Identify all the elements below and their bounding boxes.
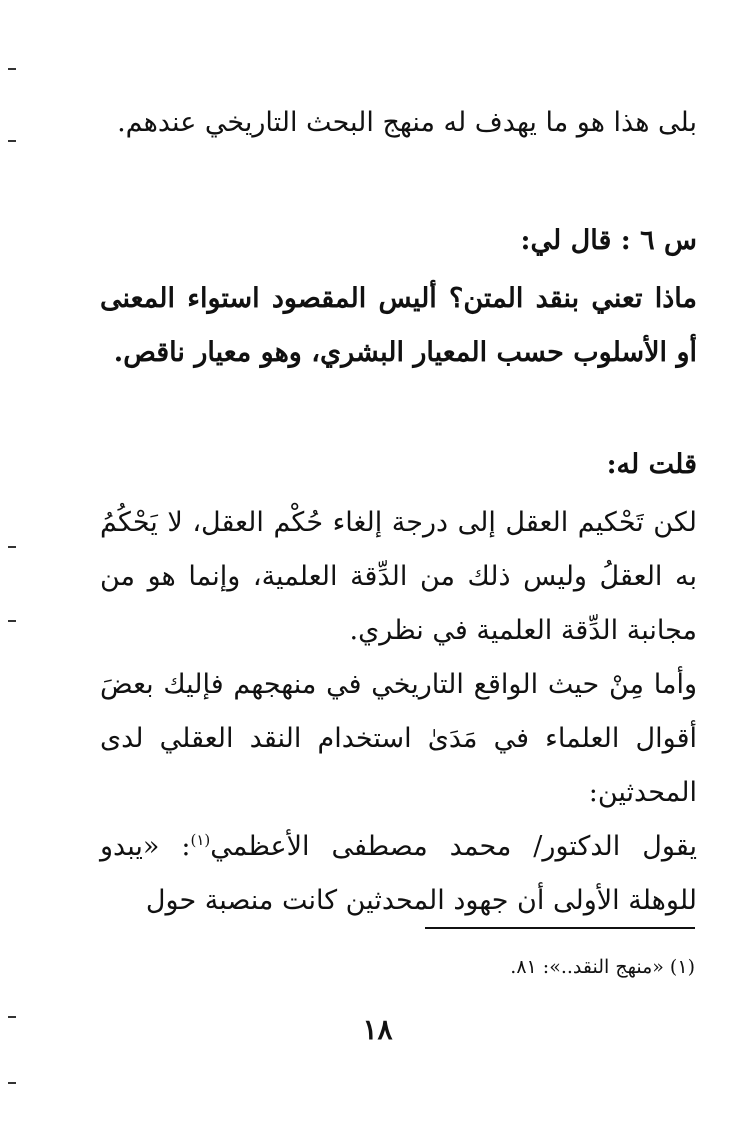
question-heading: س ٦ : قال لي:: [520, 225, 697, 256]
paragraph-intro: بلى هذا هو ما يهدف له منهج البحث التاريخي عندهم.: [117, 107, 697, 138]
scan-margin-mark: [8, 68, 16, 70]
answer-paragraph-1: لكن تَحْكيم العقل إلى درجة إلغاء حُكْم العقل، لا يَحْكُمُ به العقلُ وليس ذلك من الدِّقة العلمية، وإنما هو من مجانبة الدِّقة العلمية في نظري.: [100, 507, 697, 646]
question-text: ماذا تعني بنقد المتن؟ أليس المقصود استواء المعنى أو الأسلوب حسب المعيار البشري، وهو معيار ناقص.: [100, 283, 697, 368]
footnote-divider: [425, 927, 695, 929]
quote-text: : «يبدو للوهلة الأولى أن جهود المحدثين كانت منصبة حول: [100, 831, 697, 916]
scan-margin-mark: [8, 140, 16, 142]
footnote: (١) «منهج النقد..»: ٨١.: [510, 956, 695, 978]
quote-paragraph: [100, 820, 697, 928]
answer-heading: قلت له:: [606, 449, 697, 480]
scan-margin-mark: [8, 1082, 16, 1084]
footnote-reference: (١): [190, 831, 211, 849]
scan-margin-mark: [8, 546, 16, 548]
page-number: ١٨: [362, 1013, 393, 1046]
answer-paragraph-2: وأما مِنْ حيث الواقع التاريخي في منهجهم فإليك بعضَ أقوال العلماء في مَدَىٰ استخدام النقد العقلي لدى المحدثين:: [100, 669, 697, 808]
scan-margin-mark: [8, 620, 16, 622]
quote-intro: يقول الدكتور/ محمد مصطفى الأعظمي: [210, 831, 697, 862]
